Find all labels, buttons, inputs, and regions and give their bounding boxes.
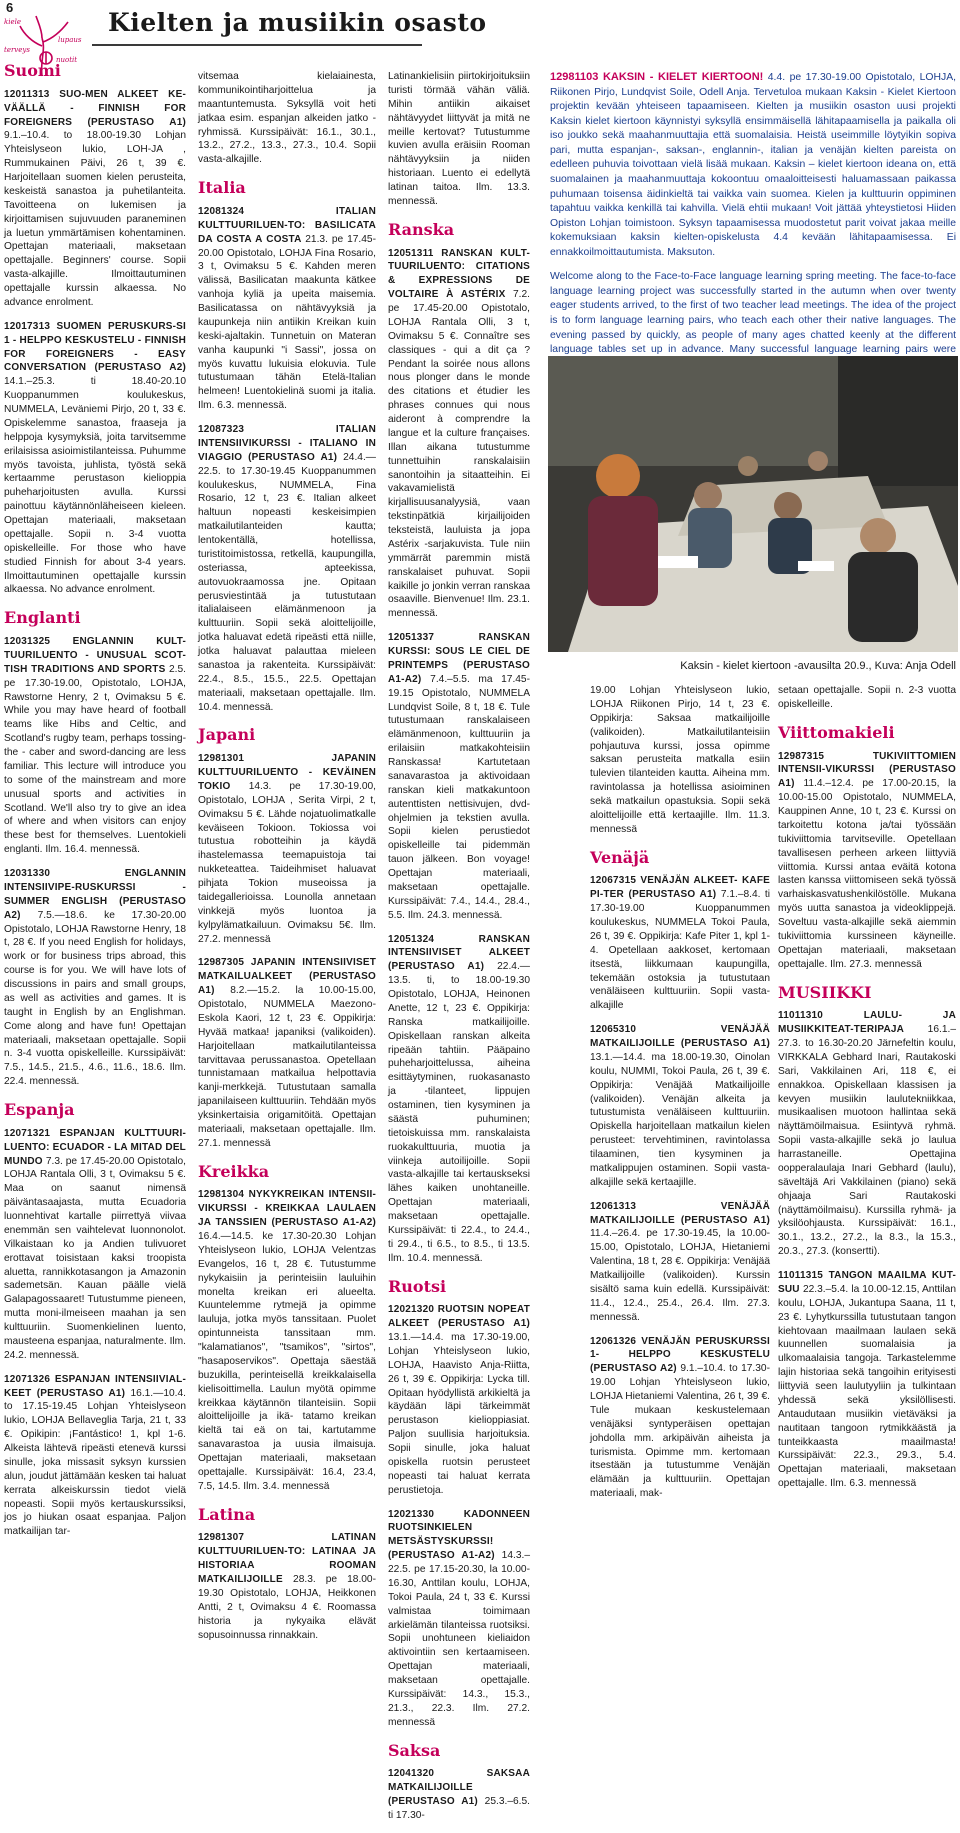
- course-title: 12087323 ITALIAN INTENSIIVIKURSSI - ITALIANO IN VIAGGIO (PERUSTASO A1): [198, 424, 376, 463]
- course-title: 12981304 NYKYKREIKAN INTENSII-VIKURSSI - KREIKKAA LAULAEN JA TANSSIEN (PERUSTASO A1-A2): [198, 1189, 376, 1229]
- course-title: 12021320 RUOTSIN NOPEAT ALKEET (PERUSTASO A1): [388, 1304, 530, 1330]
- course-title: 12981307 LATINAN KULTTUURILUEN-TO: LATINAA JA HISTORIAA ROOMAN MATKAILIJOILLE: [198, 1532, 376, 1585]
- course-title: 12021330 KADONNEEN RUOTSINKIELEN METSÄSTYSKURSSI! (PERUSTASO A1-A2): [388, 1508, 530, 1562]
- course-text: 13.1.—14.4. ma 17.30-19.00, Lohjan Yhteislyseon lukio, LOHJA, Haavisto Anja-Riitta, 26 t, 39 €. Oppikirja: Lycka till. Opitaan hyödyllistä arkikieltä ja käydään läpi tärkeimmät perustason kielioppiasiat. Paljon suullisia harjoituksia. Sopii sinulle, joka haluat opiskella ruotsin perusteet nopeasti tai haluat kerrata perustietoja.: [388, 1332, 530, 1496]
- course-description: [778, 1009, 956, 1259]
- column-2: [198, 70, 376, 1652]
- course-description: [590, 1023, 770, 1190]
- section-heading: Saksa: [388, 1740, 441, 1760]
- course-title: 11011310 LAULU- JA MUSIIKKITEAT-TERIPAJA: [778, 1010, 956, 1036]
- course-description: [4, 1373, 186, 1540]
- course-title: 12987305 JAPANIN INTENSIIVISET MATKAILUALKEET (PERUSTASO A1): [198, 957, 376, 997]
- kaksin-english-text: Welcome along to the Face-to-Face language learning spring meeting. The face-to-face language learning project was successfully started in the autumn when over twenty eager students arrived, to the first of two teacher lead meetings. The idea of the project is to form language learning pairs, who teach each other their native languages. The evening passed by quickly, as people of many ages chatted keenly at the different language tables set up in advance. Many successful language learning pairs were: [550, 271, 956, 356]
- course-text: 22.4.—13.5. ti, to 18.00-19.30 Opistotalo, LOHJA, Heinonen Anette, 12 t, 23 €. Oppikirja: Ranska matkailijoille. Opiskellaan ranskan alkeita ripeään tahtiin. Pääpaino puheharjoittelussa, aiheina esittäytyminen, ruokasanasto ja -tilanteet, lippujen ostaminen, tien kysyminen ja säästä puhuminen; tietoiskuissa mm. ranskalaista ruokakulttuuria, muotia ja viinkeja autoilijoille. Sopii vasta-alkajille tai kertauskseksi lähes kaiken unohtaneille. Opettajan materiaali, maksetaan opettajalle. Kurssipäivät: ti 22.4., to 24.4., ti 29.4., ti 6.5., to 8.5., ti 13.5. Ilm. 10.4. mennessä.: [388, 961, 530, 1264]
- course-description: [198, 1531, 376, 1642]
- course-text: setaan opettajalle. Sopii n. 2-3 vuotta opiskelleille.: [778, 685, 956, 710]
- course-text: Latinankielisiin piirtokirjoituksiin turisti törmää vähän väliä. Mihin antiikin aikaiset nähtävyydet liittyvät ja mitä ne meille kertovat? Tutustumme kuvien avulla eräisiin Rooman nähtävyyksiin ja niiden historiaan. Luento ei edellytä latinan taitoa. Ilm. 13.3. mennessä.: [388, 71, 530, 207]
- course-text: 22.3.–5.4. la 10.00-12.15, Anttilan koulu, LOHJA, Jukantupa Saana, 11 t, 23 €. Lyhytkurssilla tutustutaan tangon kiehtovaan maailmaan laulaen sekä kuunnellen suomalaisia ja ulkomaalaisia tangoja. Tarkastelemme lajin historiaa sekä tangoihin erityisesti liittyviä seen laulutyyliin ja tulkintaan yhdessä sekä yksilöllisesti. Antaudutaan musiikin vietäväksi ja nautitaan tangoon rytmikkäästä ja tunteikkaasta maailmasta! Kurssipäivät: 22.3., 29.3., 5.4. Opettajan materiaali, maksetaan opettajalle. Ilm. 6.3. mennessä: [778, 1283, 956, 1490]
- course-description: [198, 423, 376, 714]
- course-text: 7.4.–5.5. ma 17.45-19.15 Opistotalo, NUMMELA Lundqvist Soile, 8 t, 18 €. Tule tutustumaan ranskalaiseen elämänmenoon, kulttuuriin ja erilaisiin matkakohteisiin Ranskassa! Kartutetaan sanavarastoa ja aktivoidaan ranskan kieli matkakuntoon autenttisten nettisivujen, dvd-ohjelmien ja tekstien avulla. Sopii kielen perustiedot opiskelleille tai pidemmän tauon jälkeen. Bon voyage! Opettajan materiaali, maksetaan opettajalle. Kurssipäivät: 7.4., 14.4., 28.4., 5.5. Ilm. 24.3. mennessä.: [388, 673, 530, 921]
- section-heading: Ruotsi: [388, 1276, 447, 1296]
- course-text: 24.4.—22.5. to 17.30-19.45 Kuoppanummen koulukeskus, NUMMELA, Fina Rosario, 12 t, 23 €. Italian alkeet haltuun nopeasti keskeisimpien matkailutilanteiden kautta; lentokentällä, hotellissa, turistitoimistossa, retkellä, kaupungilla, osteriassa, apteekissa, autovuokraamossa jne. Opitaan perusviestintää ja tutustutaan italialaiseen elämänmenoon ja kulttuuriin. Sopii sekä aloittelijoille, jotka haluavat edetä ripeästi että niille, jotka haluavat palauttaa mieleen sanastoa ja rakenteita. Kurssipäivät: 22.4., 8.5., 15.5., 22.5. Opettajan materiaali, maksetaan opettajalle. Ilm. 10.4. mennessä.: [198, 451, 376, 713]
- course-title: 12017313 SUOMEN PERUSKURS-SI 1 - HELPPO KESKUSTELU - FINNISH FOR FOREIGNERS - EASY CONVERSATION (PERUSTASO A2): [4, 320, 186, 374]
- course-description: [4, 867, 186, 1089]
- course-text: 19.00 Lohjan Yhteislyseon lukio, LOHJA Riikonen Pirjo, 14 t, 23 €. Oppikirja: Saksaa matkailijoille (valikoiden). Matkailutilanteisiin pohjautuva kurssi, jossa opimme saksan perusteita matkalla esiin tulevien tilanteiden kautta. Aiheina mm. ravintolassa ja hotellissa asioiminen sekä matkailun opastuksia. Sopii sekä aloittelijoille että kertaajille. Ilm. 11.3. mennessä: [590, 685, 770, 835]
- course-description: [198, 1188, 376, 1493]
- header-divider: [92, 44, 422, 46]
- course-text: 11.4.–12.4. pe 17.00-20.15, la 10.00-15.00 Opistotalo, NUMMELA, Kauppinen Anne, 10 t, 23 €. Kurssi on tarkoitettu kotona ja/tai työssään tukiviittomia tarvitseville. Opetellaan tavallisesen perheen arkeen liittyviä viittomia. Kurssi antaa eväitä kotona lasten kanssa viittomiseen sekä työssä varhaiskasvatushenkilöstölle. Mukana myös uutta sanastoa ja videoklippejä. Soveltuu vasta-alkajille sekä aiemmin tukiviittomia kurssineen käyneille. Opettajan materiaali, maksetaan opettajalle. Ilm. 27.3. mennessä: [778, 778, 957, 970]
- course-description: [388, 631, 530, 922]
- svg-text:terveys: terveys: [4, 46, 30, 54]
- course-description: [388, 1303, 530, 1497]
- course-description: [590, 1200, 770, 1325]
- course-text: 14.3.–22.5. pe 17.15-20.30, la 10.00-16.30, Anttilan koulu, LOHJA, Tokoi Paula, 24 t, 33 €. Kurssi valmistaa toimimaan arkielämän tilanteissa ruotsiksi. Sopii unohtuneen kieliaidon aktivointiin sen kertaamiseen. Opettajan materiaali, maksetaan opettajalle. Kurssipäivät: 14.3., 15.3., 21.3., 22.3. Ilm. 27.2. mennessä: [388, 1550, 530, 1728]
- page-title: Kielten ja musiikin osasto: [108, 8, 487, 37]
- course-description: [4, 320, 186, 598]
- course-description: [388, 1508, 530, 1730]
- course-description: [778, 750, 956, 972]
- course-title: 12061313 VENÄJÄÄ MATKAILIJOILLE (PERUSTASO A1): [590, 1200, 770, 1226]
- section-heading: Espanja: [4, 1100, 75, 1119]
- course-title: 11011315 TANGON MAAILMA KUT-SUU: [778, 1270, 956, 1295]
- page-number: 6: [6, 0, 14, 15]
- course-description: [388, 247, 530, 622]
- section-heading: MUSIIKKI: [778, 982, 872, 1002]
- course-text: vitsemaa kielaiainesta, kommunikointiharjoittelua ja maantuntemusta. Syksyllä voit heti jatkaa esim. espanjan alkeiden jatko -ryhmissä. Kurssipäivät: 16.1., 30.1., 13.2., 27.2., 13.3., 27.3., 10.4. Sopii vasta-alkajille.: [198, 71, 376, 166]
- course-text: 28.3. pe 18.00-19.30 Opistotalo, LOHJA, Heikkonen Antti, 2 t, Ovimaksu 4 €. Roomassa historia ja nykyaika elävät sopusoinnussa rinnakkain.: [198, 1574, 376, 1641]
- course-description: [4, 88, 186, 310]
- section-heading: Suomi: [4, 61, 61, 80]
- course-text: 16.1.–27.3. to 16.30-20.20 Järnefeltin koulu, VIRKKALA Gebhard Inari, Rautakoski Sari, Vakkilainen Ari, 118 €, ei ennakkoa. Opiskellaan klassisen ja kevyen musiikin laulutekniikkaa, musikaalisen muotoon hallintaa sekä näyttämöilmaisua. Esiintyvä ryhmä. Sopii vasta-alkajille sekä jo laulua harrastaneille. Opettajina oopperalaulaja Inari Gebhard (laulu), säveltäjä Ari Vakkilainen (piano) sekä ohjaaja Sari Rautakoski (näyttämöilmaisu). Kurssilla ryhmä- ja yksilöohjausta. Kurssipäivät: 16.1., 30.1., 13.2., 27.2., la 8.3., la 15.3., 20.3., 27.3. (konsertti).: [778, 1024, 956, 1258]
- course-title: 12051337 RANSKAN KURSSI: SOUS LE CIEL DE PRINTEMPS (PERUSTASO A1-A2): [388, 632, 530, 685]
- course-title: 12071321 ESPANJAN KULTTUURI-LUENTO: ECUADOR - LA MITAD DEL MUNDO: [4, 1127, 186, 1167]
- column-1: [4, 56, 186, 1549]
- course-description: [778, 684, 956, 712]
- course-text: 14.3. pe 17.30-19.00, Opistotalo, LOHJA , Serita Virpi, 2 t, Ovimaksu 5 €. Lähde nojatuolimatkalle keväiseen Tokioon. Tokiossa voi tutustua robotteihin ja käydä ihastelemassa teemapuistoja tai nukketeattea. Taideihmiset haluavat pihjata Tokion museoissa ja taidegallerioissa. Lounolla annetaan vinkkejä myös luontoa ja kylpylämatkailuun. Ovimaksu 5€. Ilm. 27.2. mennessä: [198, 780, 376, 945]
- course-description: [590, 1335, 770, 1502]
- column-4: [590, 684, 770, 1511]
- course-text: 9.1.–10.4. to 18.00-19.30 Lohjan Yhteislyseon lukio, LOH-JA , Rummukainen Päivi, 26 t, 39 €. Harjoitellaan suomen kielen perusteita, keskeistä sanastoa ja puhetilanteita. Tavoitteena on lukemisen ja kirjoittamisen sujuvuuden paraneminen ja luetun ymmärtämisen kohentaminen. Opettajan materiaali, maksetaan opettajalle. Beginners' course. Sopii vasta-alkajille. Ilmoittautuminen opettajalle kurssin alkaessa. No advance enrolment.: [4, 130, 186, 308]
- column-3: [388, 70, 530, 1833]
- kaksin-intro-text: 4.4. pe 17.30-19.00 Opistotalo, LOHJA, Riikonen Pirjo, Lundqvist Soile, Odell Anja. Tervetuloa mukaan Kaksin - Kielet Kiertoon projektin kevään yhteiseen tapaamiseen. Kielten ja musiikin osaston uusi projekti Kaksin kielet kiertoon käynnistyi syksyllä ensimmäisellä lähitapaamisella ja paikalla oli iso joukko sekä maahanmuuttajia että suomalaisia. Heistä useimmille löytyikin sopiva pari, mutta espanjan-, saksan-, englannin-, italian ja venäjän kielten pareista on edelleen puhuvia toivottaan vielä lisää mukaan. Kaksin – kielet kiertoon ideana on, että suomalainen ja maahanmuuttaja kokoontuu omaaloitteisesti haluamassaan paikassa puhumaan toisensa äidinkieltä tai vaikka vain suomea. Kielen ja kulttuurin oppiminen tapahtuu vaikka kenkillä tai kahvilla. Vielä ehtii mukaan! Voit jättää yhteystietosi Hiiden Opiston Lohjan toimistoon. Syksyn tapaamisessa muodostetut parit voivat jakaa meille kokemuksiaan kaksin kielten-opiskelusta 4.4 kevään lähitapaamisessa. Ei ennakkoilmoittautumista. Maksuton.: [550, 72, 957, 258]
- course-description: [388, 1767, 530, 1823]
- course-description: [4, 635, 186, 857]
- course-text: 2.5. pe 17.30-19.00, Opistotalo, LOHJA, Rawstorne Henry, 2 t, Ovimaksu 5 €. While you may have heard of football teams like Hibs and Celtic, and Scotland's rugby team, perhaps tossing- the - caber and sword-dancing are less familiar. This lecture will introduce you to some of the mainstream and more unusual sports and activities in Scotland. We'll also try to give an idea of where and when visitors can enjoy these best for themselves. Luentokieli englanti. Ilm. 16.4. mennessä.: [4, 663, 186, 856]
- course-description: [198, 752, 376, 946]
- section-heading: Ranska: [388, 219, 455, 239]
- course-text: 25.3.–6.5. ti 17.30-: [388, 1796, 530, 1821]
- svg-text:kiele: kiele: [4, 18, 22, 26]
- course-description: [388, 70, 530, 209]
- course-title: 12051324 RANSKAN INTENSIIVISET ALKEET (PERUSTASO A1): [388, 933, 530, 973]
- course-title: 12987315 TUKIVIITTOMIEN INTENSII-VIKURSSI (PERUSTASO A1): [778, 750, 956, 790]
- course-text: 7.3. pe 17.45-20.00 Opistotalo, LOHJA Rantala Olli, 3 t, Ovimaksu 5 €. Maa on saanut nimensä päiväntasaajasta, mutta Ecuadoria luonnehtivat kartalle piirrettyä viivaa enemmän sen vaihtelevat luonnonolot. Vilkaistaan ko ja Andien tulivuoret erottavat toisistaan kaksi troopista aluetta, rannikkotasangon ja Amazonin sademetsän. Kauan päälle vielä Galapagossaaret! Tutustumme pieneen, mutta moni-ilmeiseen maahan ja sen kulttuuriin. Suomenkielinen luento, mausteena espanjaa, naturalmente. Ilm. 24.2. mennessä.: [4, 1155, 186, 1361]
- course-text: 16.4.—14.5. ke 17.30-20.30 Lohjan Yhteislyseon lukio, LOHJA Velentzas Evangelos, 16 t, 28 €. Tutustumme nykykaisiin ja perinteisiin lauluihin monelta kreikan eri alueelta. Kuuntelemme rytmejä ja opimme lauluja, jotka myös tanssitaan. Puolet opintunneista tanssitaan mm. "kalamatianos", "tsamikos", "sirtos", "hasaposervikos". Opettaja säestää buzukilla, perinteisellä kreikkalaisella kielisoittimella. Laulun myötä opimme kreikkaa käytännön tilanteisiin. Sopii aloittelijoille ja ikä- tatamo kreikan kieltä tai eä on tai, kartutamme sanavarastoa ja uusia ilmaisuja. Opettajan materiaali, maksetaan opettajalle. Kurssipäivät: 16.4, 23.4, 7.5, 14.5. Ilm. 3.4. mennessä: [198, 1231, 376, 1492]
- course-description: [388, 933, 530, 1266]
- course-text: 8.2.—15.2. la 10.00-15.00, Opistotalo, NUMMELA Maezono-Eskola Kaori, 12 t, 23 €. Oppikirja: Hyvää matkaa! japaniksi (valikoiden). Harjoitellaan matkailutilanteissa tarvittavaa perussanastoa. Opetellaan tunnistamaan matkailua helpottavia kanji-merkkejä. Tutustutaan samalla japanilaiseen kulttuuriin. Tehdään myös yksinkertaisia origamitöitä. Opettajan materiaali, maksetaan opettajalle. Ilm. 27.1. mennessä: [198, 985, 376, 1149]
- section-heading: Kreikka: [198, 1161, 270, 1181]
- course-description: [198, 205, 376, 413]
- photo-caption: Kaksin - kielet kiertoon -avausilta 20.9., Kuva: Anja Odell: [680, 660, 956, 672]
- course-title: 12051311 RANSKAN KULT-TUURILUENTO: CITATIONS & EXPRESSIONS DE VOLTAIRE À ASTÉRIX: [388, 247, 530, 301]
- course-title: 12061326 VENÄJÄN PERUSKURSSI 1- HELPPO KESKUSTELU (PERUSTASO A2): [590, 1335, 770, 1375]
- course-title: 12065310 VENÄJÄÄ MATKAILIJOILLE (PERUSTASO A1): [590, 1024, 770, 1049]
- svg-text:nuotit: nuotit: [56, 56, 78, 64]
- course-title: 12981301 JAPANIN KULTTUURILUENTO - KEVÄINEN TOKIO: [198, 753, 376, 792]
- course-title: 12031325 ENGLANNIN KULT-TUURILUENTO - UNUSUAL SCOT-TISH TRADITIONS AND SPORTS: [4, 636, 186, 675]
- course-description: [198, 956, 376, 1150]
- course-text: 21.3. pe 17.45-20.00 Opistotalo, LOHJA Fina Rosario, 3 t, Ovimaksu 5 €. Kahden meren välissä, Basilicatan maakunta kätkee vanhoja kyliä ja upeita maisemia. Basilicatassa on nähtävyyksiä ja kaupunkeja niin antiikin Kreikan kuin keski-ajaltakin. Tunnetuin on Materan vanha kaupunki "i Sassi", jossa on myös kuvattu lukuisia elokuvia. Tule tutustumaan tähän Etelä-Italian helmeen! Luentokielinä suomi ja italia. Ilm. 6.3. mennessä.: [198, 233, 376, 412]
- section-heading: Venäjä: [590, 847, 650, 867]
- section-heading: Japani: [198, 725, 256, 745]
- course-text: 16.1.—10.4. to 17.15-19.45 Lohjan Yhteislyseon lukio, LOHJA Bellaveglia Tarja, 21 t, 33 €. Opikipin: ¡Fantástico! 1, kpl 1-6. Alkeista lähtevä ripeästi etenevä kurssi sinulle, joka missasit syksyn kurssien alun, joudut jättämään kesken tai haluat kerrata alkeiskurssin tiedot vielä nopeasti. Sopii myös kertauskurssiksi, jos jo hiukan osaat espanjaa. Paljon matkailijan tar-: [4, 1387, 186, 1538]
- course-title: 12011313 SUO-MEN ALKEET KE-VÄÄLLÄ - FINNISH FOR FOREIGNERS (PERUSTASO A1): [4, 88, 186, 128]
- column-5: [778, 684, 956, 1501]
- course-title: 12041320 SAKSAA MATKAILIJOILLE (PERUSTASO A1): [388, 1768, 530, 1807]
- kaksin-course-heading: 12981103 KAKSIN - KIELET KIERTOON!: [550, 71, 764, 83]
- course-title: 12081324 ITALIAN KULTTUURILUEN-TO: BASILICATA DA COSTA A COSTA: [198, 205, 376, 245]
- course-text: 9.1.–10.4. to 17.30-19.00 Lohjan Yhteislyseon lukio, LOHJA Hietaniemi Valentina, 26 t, 39 €. Tule mukaan keskustelemaan venäjäksi syntyperäisen opettajan johdolla mm. arkipäivän aiheista ja turismista. Opimme mm. kertomaan itsestään ja tutustumme Venäjän elämään ja kulttuuriin. Opettajan materiaali, mak-: [590, 1363, 770, 1500]
- course-description: [590, 684, 770, 837]
- course-text: 11.4.–26.4. pe 17.30-19.45, la 10.00-15.00, Opistotalo, LOHJA, Hietaniemi Valentina, 18 t, 28 €. Oppikirja: Venäjää Matkailijoille (valikoiden). Kurssin sisältö sama kuin edellä. Kurssipäivät: 11.4., 12.4., 25.4., 26.4. Ilm. 27.3. mennessä.: [590, 1228, 770, 1323]
- course-description: [4, 1127, 186, 1363]
- event-photo: [548, 356, 958, 652]
- section-heading: Englanti: [4, 608, 81, 628]
- course-description: [198, 70, 376, 167]
- course-description: [590, 874, 770, 1013]
- course-title: 12031330 ENGLANNIN INTENSIIVIPE-RUSKURSSI - SUMMER ENGLISH (PERUSTASO A2): [4, 868, 186, 921]
- section-heading: Italia: [198, 178, 246, 198]
- course-text: 13.1.—14.4. ma 18.00-19.30, Oinolan koulu, NUMMI, Tokoi Paula, 26 t, 39 €. Oppikirja: Venäjää Matkailijoille (valikoiden). Venäjän alkeita ja tutustumista venäläiseen kulttuuriin. Opiskella harjoitellaan matkailun kielen perusteet: tervehtiminen, ravintolassa tilaaminen, tien kysyminen ja matkalippujen ostaminen. Sopii vasta-alkajille sekä kertaajille.: [590, 1051, 770, 1188]
- course-text: 7.2. pe 17.45-20.00 Opistotalo, LOHJA Rantala Olli, 3 t, Ovimaksu 5 €. Connaître ses classiques - qui a dit ça ? Pendant la soirée nous allons nous plonger dans le monde des citations et étudier les phrases connues qui nous aideront à comprendre la langue et la culture françaises. Illan aikana tutustumme tunnettuihin ranskalaisiin sanontoihin ja sitaatteihin. Ei vakavamielistä kirjallisuusanalyysiä, vaan tekstinpätkiä kirjailijoiden teksteistä, lauluista ja jopa Astérix -sarjakuvista. Tule niin ymmärrät paremmin mistä ranskalaiset puhuvat. Sopii kaikille jo jonkin verran ranskaa osaaville. Bienvenue! Ilm. 23.1. mennessä.: [388, 289, 530, 620]
- course-text: 7.1.–8.4. ti 17.30-19.00 Kuoppanummen koulukeskus, NUMMELA Tokoi Paula, 26 t, 39 €. Oppikirja: Kafe Piter 1, kpl 1-4. Opetellaan aakkoset, kertomaan itsestä, liikkumaan kaupungilla, tekemään ostoksia ja tutustutaan venäläiseen kulttuuriin. Sopii vasta-alkajille: [590, 889, 771, 1012]
- course-text: 7.5.—18.6. ke 17.30-20.00 Opistotalo, LOHJA Rawstorne Henry, 18 t, 28 €. If you need English for holidays, work or for business trips abroad, this course is for you. We will have lots of discussions in pairs and small groups, as well as activities and games. It is taught in English by an Englishman. Come along and have fun! Opettajan materiaali, maksetaan opettajalle. Sopii n. 3-4 vuotta opiskelleille. Kurssipäivät: 7.5., 14.5., 21.5., 4.6., 11.6., 18.6. Ilm. 22.4. mennessä.: [4, 909, 186, 1088]
- svg-text:lupaus: lupaus: [58, 36, 82, 44]
- course-title: 12067315 VENÄJÄN ALKEET- KAFE PI-TER (PERUSTASO A1): [590, 875, 770, 901]
- course-title: 12071326 ESPANJAN INTENSIIVIAL-KEET (PERUSTASO A1): [4, 1373, 186, 1399]
- section-heading: Latina: [198, 1504, 256, 1524]
- course-text: 14.1.–25.3. ti 18.40-20.10 Kuoppanummen koulukeskus, NUMMELA, Leväniemi Pirjo, 20 t, 33 €. Opiskelemme sanastoa, fraaseja ja helppoja kysymyksiä, joita tarvitsemme erilaisissa asioimistilanteissa. Puhumme myös tavoista, juhlista, työstä sekä kertaamme perustason kielioppia puheharjoitusten avulla. Kurssi painottuu käytännönläheiseen kieleen. Opettajan materiaali, maksetaan opettajalle. Sopii n. 3-4 vuotta opiskelleille. For those who have studied Finnish for about 3-4 years. Ilmoittautuminen opettajalle kurssin alkaessa. No advance enrolment.: [4, 376, 186, 596]
- section-heading: Viittomakieli: [778, 722, 895, 742]
- course-description: [778, 1269, 956, 1491]
